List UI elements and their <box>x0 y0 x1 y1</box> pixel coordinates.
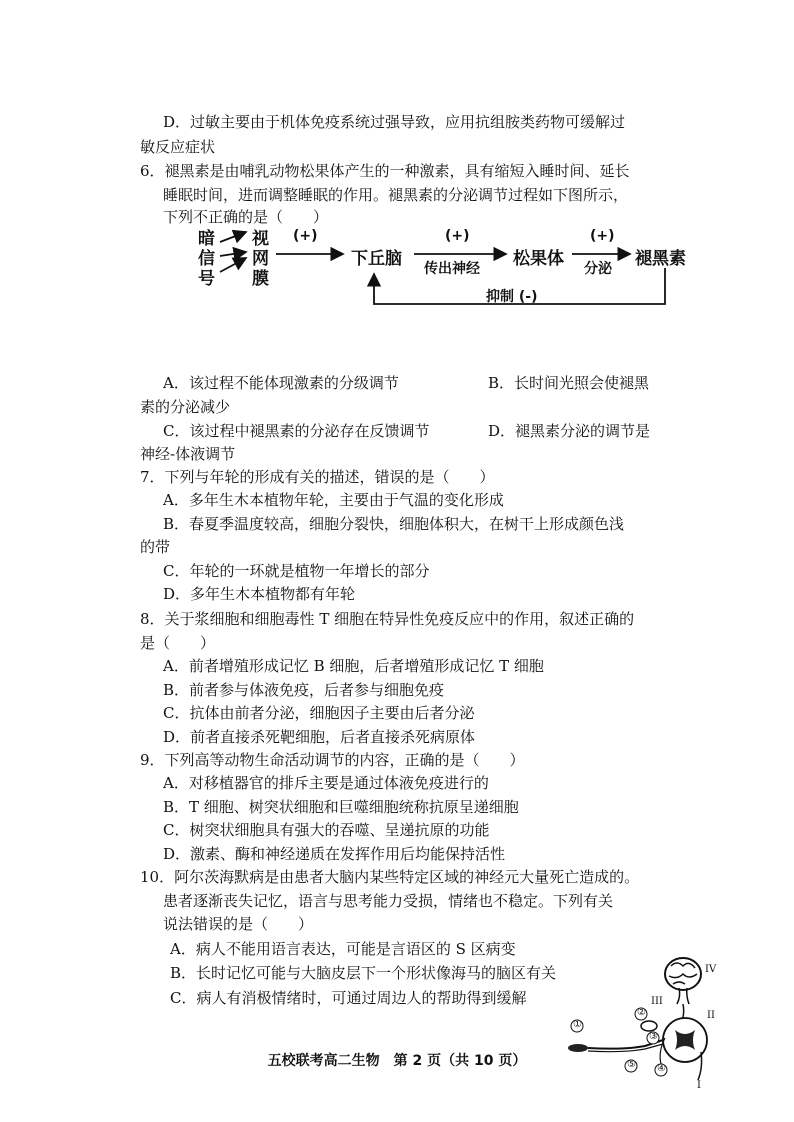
figure-label-iv: IV <box>705 964 717 975</box>
figure-label-i: I <box>697 1080 701 1091</box>
diagram-retina-char3: 膜 <box>252 269 269 289</box>
q8-option-a: A．前者增殖形成记忆 B 细胞，后者增殖形成记忆 T 细胞 <box>163 657 544 675</box>
q8-option-b: B．前者参与体液免疫，后者参与细胞免疫 <box>163 681 445 699</box>
q6-option-d-cont: 神经-体液调节 <box>140 445 236 463</box>
q9-option-a: A．对移植器官的排斥主要是通过体液免疫进行的 <box>163 774 489 792</box>
diagram-dark-char3: 号 <box>198 269 215 289</box>
q9-stem: 9．下列高等动物生命活动调节的内容，正确的是（ ） <box>140 751 525 769</box>
q8-stem-line2: 是（ ） <box>140 634 216 652</box>
figure-label-iii: III <box>651 996 663 1007</box>
q7-option-c: C．年轮的一环就是植物一年增长的部分 <box>163 562 430 580</box>
diagram-plus-3: (+) <box>590 228 615 244</box>
q8-stem-line1: 8．关于浆细胞和细胞毒性 T 细胞在特异性免疫反应中的作用，叙述正确的 <box>140 610 635 628</box>
diagram-plus-1: (+) <box>293 228 318 244</box>
q7-option-a: A．多年生木本植物年轮，主要由于气温的变化形成 <box>163 491 504 509</box>
diagram-pineal: 松果体 <box>513 249 564 269</box>
q7-stem: 7．下列与年轮的形成有关的描述，错误的是（ ） <box>140 468 495 486</box>
diagram-dark-char2: 信 <box>198 249 215 269</box>
diagram-hypothalamus: 下丘脑 <box>351 249 402 269</box>
q8-option-d: D．前者直接杀死靶细胞，后者直接杀死病原体 <box>163 728 476 746</box>
q10-stem-line3: 说法错误的是（ ） <box>163 915 314 933</box>
figure-label-5: ⑤ <box>627 1059 636 1070</box>
diagram-plus-2: (+) <box>445 228 470 244</box>
q6-stem-line3: 下列不正确的是（ ） <box>163 208 329 226</box>
q6-option-b-cont: 素的分泌减少 <box>140 398 231 416</box>
diagram-retina-char2: 网 <box>252 249 269 269</box>
q10-stem-line1: 10．阿尔茨海默病是由患者大脑内某些特定区域的神经元大量死亡造成的。 <box>140 868 640 886</box>
q6-stem-line1: 6．褪黑素是由哺乳动物松果体产生的一种激素，具有缩短入睡时间、延长 <box>140 162 630 180</box>
q7-option-b-line2: 的带 <box>140 538 171 556</box>
q5-option-d-line2: 敏反应症状 <box>140 138 216 156</box>
figure-label-4: ④ <box>657 1063 666 1074</box>
figure-label-2: ② <box>637 1007 646 1018</box>
q10-option-b: B．长时记忆可能与大脑皮层下一个形状像海马的脑区有关 <box>170 964 557 982</box>
diagram-secretion: 分泌 <box>584 261 612 277</box>
q7-option-d: D．多年生木本植物都有年轮 <box>163 585 356 603</box>
q9-option-d: D．激素、酶和神经递质在发挥作用后均能保持活性 <box>163 845 506 863</box>
q5-option-d-line1: D．过敏主要由于机体免疫系统过强导致，应用抗组胺类药物可缓解过 <box>163 113 626 131</box>
diagram-retina-char1: 视 <box>252 229 269 249</box>
q6-option-a: A．该过程不能体现激素的分级调节 <box>163 374 399 392</box>
diagram-melatonin: 褪黑素 <box>635 249 686 269</box>
q9-option-b: B．T 细胞、树突状细胞和巨噬细胞统称抗原呈递细胞 <box>163 798 519 816</box>
q6-stem-line2: 睡眠时间，进而调整睡眠的作用。褪黑素的分泌调节过程如下图所示， <box>163 186 629 204</box>
q10-option-c: C．病人有消极情绪时，可通过周边人的帮助得到缓解 <box>170 989 527 1007</box>
q8-option-c: C．抗体由前者分泌，细胞因子主要由后者分泌 <box>163 704 475 722</box>
figure-label-1: ① <box>573 1019 582 1030</box>
q6-option-c: C．该过程中褪黑素的分泌存在反馈调节 <box>163 422 430 440</box>
q9-option-c: C．树突状细胞具有强大的吞噬、呈递抗原的功能 <box>163 821 490 839</box>
q6-option-d: D．褪黑素分泌的调节是 <box>488 422 651 440</box>
figure-label-3: ③ <box>649 1031 658 1042</box>
figure-label-ii: II <box>707 1010 715 1021</box>
reflex-arc-figure <box>563 952 723 1092</box>
diagram-dark-char1: 暗 <box>198 229 215 249</box>
q7-option-b-line1: B．春夏季温度较高，细胞分裂快，细胞体积大，在树干上形成颜色浅 <box>163 515 625 533</box>
melatonin-regulation-diagram <box>190 222 700 322</box>
reflex-arc-drawing <box>563 952 723 1092</box>
page-footer: 五校联考高二生物 第 2 页（共 10 页） <box>267 1053 527 1069</box>
q10-option-a: A．病人不能用语言表达，可能是言语区的 S 区病变 <box>170 940 516 958</box>
q10-stem-line2: 患者逐渐丧失记忆，语言与思考能力受损，情绪也不稳定。下列有关 <box>163 892 614 910</box>
q6-option-b: B．长时间光照会使褪黑 <box>488 374 650 392</box>
diagram-inhibit: 抑制 (-) <box>486 289 538 305</box>
diagram-efferent-nerve: 传出神经 <box>424 261 480 277</box>
